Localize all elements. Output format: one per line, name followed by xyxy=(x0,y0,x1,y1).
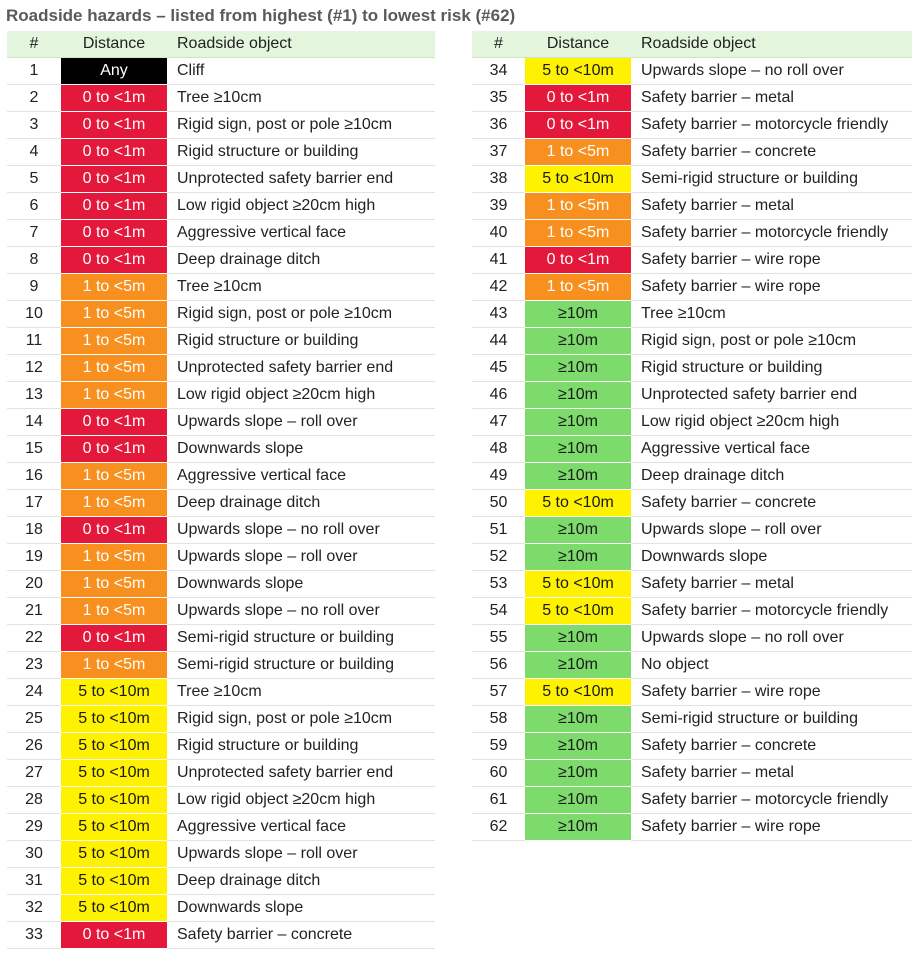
table-row xyxy=(472,436,912,463)
hazard-rank: 24 xyxy=(7,679,61,706)
table-row xyxy=(472,328,912,355)
hazard-rank: 40 xyxy=(472,220,525,247)
table-row xyxy=(7,814,435,841)
hazard-rank: 62 xyxy=(472,814,525,841)
hazard-rank: 32 xyxy=(7,895,61,922)
hazard-rank: 3 xyxy=(7,112,61,139)
roadside-object: Safety barrier – metal xyxy=(631,85,912,112)
hazard-rank: 37 xyxy=(472,139,525,166)
hazard-rank: 4 xyxy=(7,139,61,166)
roadside-object: Tree ≥10cm xyxy=(167,85,435,112)
hazard-rank: 12 xyxy=(7,355,61,382)
distance-badge: 5 to <10m xyxy=(525,571,631,598)
roadside-object: Downwards slope xyxy=(167,436,435,463)
table-row xyxy=(7,706,435,733)
distance-badge: 5 to <10m xyxy=(525,598,631,625)
table-row xyxy=(7,193,435,220)
distance-badge: 1 to <5m xyxy=(61,571,167,598)
roadside-object: Rigid sign, post or pole ≥10cm xyxy=(631,328,912,355)
hazard-rank: 29 xyxy=(7,814,61,841)
table-row xyxy=(7,841,435,868)
distance-badge: 1 to <5m xyxy=(525,220,631,247)
hazards-table-right xyxy=(472,31,912,841)
table-row xyxy=(7,868,435,895)
roadside-object: Safety barrier – concrete xyxy=(631,139,912,166)
distance-badge: 5 to <10m xyxy=(61,841,167,868)
hazard-rank: 13 xyxy=(7,382,61,409)
roadside-object: Deep drainage ditch xyxy=(167,490,435,517)
hazard-rank: 42 xyxy=(472,274,525,301)
table-row xyxy=(472,733,912,760)
distance-badge: ≥10m xyxy=(525,706,631,733)
roadside-object: Cliff xyxy=(167,58,435,85)
hazard-rank: 55 xyxy=(472,625,525,652)
hazard-rank: 50 xyxy=(472,490,525,517)
roadside-object: Safety barrier – concrete xyxy=(167,922,435,949)
roadside-object: Safety barrier – concrete xyxy=(631,733,912,760)
header-rank: # xyxy=(7,31,61,58)
table-row xyxy=(7,490,435,517)
table-row xyxy=(7,58,435,85)
hazard-rank: 20 xyxy=(7,571,61,598)
roadside-object: Low rigid object ≥20cm high xyxy=(167,382,435,409)
distance-badge: ≥10m xyxy=(525,382,631,409)
distance-badge: ≥10m xyxy=(525,733,631,760)
hazard-rank: 57 xyxy=(472,679,525,706)
table-row xyxy=(7,436,435,463)
hazard-rank: 23 xyxy=(7,652,61,679)
roadside-object: No object xyxy=(631,652,912,679)
distance-badge: ≥10m xyxy=(525,544,631,571)
table-row xyxy=(472,193,912,220)
distance-badge: ≥10m xyxy=(525,625,631,652)
hazard-rank: 47 xyxy=(472,409,525,436)
hazard-rank: 17 xyxy=(7,490,61,517)
hazards-table-left xyxy=(7,31,435,949)
roadside-object: Semi-rigid structure or building xyxy=(167,652,435,679)
roadside-object: Aggressive vertical face xyxy=(631,436,912,463)
hazard-rank: 6 xyxy=(7,193,61,220)
distance-badge: 0 to <1m xyxy=(525,112,631,139)
roadside-object: Safety barrier – motorcycle friendly xyxy=(631,112,912,139)
hazard-rank: 46 xyxy=(472,382,525,409)
roadside-object: Aggressive vertical face xyxy=(167,814,435,841)
table-row xyxy=(472,409,912,436)
roadside-object: Safety barrier – motorcycle friendly xyxy=(631,220,912,247)
distance-badge: 1 to <5m xyxy=(61,490,167,517)
distance-badge: 0 to <1m xyxy=(61,436,167,463)
table-row xyxy=(7,85,435,112)
roadside-object: Unprotected safety barrier end xyxy=(167,355,435,382)
hazard-rank: 34 xyxy=(472,58,525,85)
roadside-object: Semi-rigid structure or building xyxy=(631,166,912,193)
distance-badge: 0 to <1m xyxy=(61,625,167,652)
distance-badge: ≥10m xyxy=(525,301,631,328)
table-row xyxy=(472,706,912,733)
distance-badge: ≥10m xyxy=(525,355,631,382)
roadside-object: Safety barrier – wire rope xyxy=(631,814,912,841)
hazard-rank: 30 xyxy=(7,841,61,868)
distance-badge: 5 to <10m xyxy=(525,58,631,85)
hazard-rank: 1 xyxy=(7,58,61,85)
table-row xyxy=(7,625,435,652)
roadside-object: Rigid sign, post or pole ≥10cm xyxy=(167,112,435,139)
roadside-object: Low rigid object ≥20cm high xyxy=(631,409,912,436)
roadside-object: Upwards slope – roll over xyxy=(167,409,435,436)
distance-badge: 1 to <5m xyxy=(61,463,167,490)
distance-badge: ≥10m xyxy=(525,328,631,355)
distance-badge: 5 to <10m xyxy=(61,787,167,814)
distance-badge: 5 to <10m xyxy=(61,868,167,895)
hazard-rank: 25 xyxy=(7,706,61,733)
distance-badge: 5 to <10m xyxy=(525,166,631,193)
distance-badge: 1 to <5m xyxy=(61,274,167,301)
header-roadside-object: Roadside object xyxy=(631,31,912,58)
distance-badge: 5 to <10m xyxy=(61,895,167,922)
distance-badge: 1 to <5m xyxy=(61,328,167,355)
table-row xyxy=(472,139,912,166)
distance-badge: 1 to <5m xyxy=(525,193,631,220)
roadside-object: Aggressive vertical face xyxy=(167,463,435,490)
distance-badge: 0 to <1m xyxy=(61,85,167,112)
hazard-rank: 5 xyxy=(7,166,61,193)
table-row xyxy=(7,409,435,436)
hazard-rank: 27 xyxy=(7,760,61,787)
distance-badge: 1 to <5m xyxy=(61,301,167,328)
hazard-rank: 8 xyxy=(7,247,61,274)
hazard-rank: 39 xyxy=(472,193,525,220)
distance-badge: 5 to <10m xyxy=(525,679,631,706)
hazard-rank: 2 xyxy=(7,85,61,112)
hazard-rank: 54 xyxy=(472,598,525,625)
hazard-rank: 33 xyxy=(7,922,61,949)
hazard-rank: 19 xyxy=(7,544,61,571)
table-row xyxy=(472,490,912,517)
roadside-object: Tree ≥10cm xyxy=(167,679,435,706)
distance-badge: 5 to <10m xyxy=(61,814,167,841)
table-row xyxy=(472,112,912,139)
table-row xyxy=(7,922,435,949)
table-row xyxy=(472,652,912,679)
hazard-rank: 36 xyxy=(472,112,525,139)
roadside-object: Unprotected safety barrier end xyxy=(167,760,435,787)
distance-badge: 1 to <5m xyxy=(61,355,167,382)
table-row xyxy=(472,760,912,787)
table-row xyxy=(472,85,912,112)
table-row xyxy=(7,166,435,193)
table-row xyxy=(7,301,435,328)
roadside-object: Upwards slope – roll over xyxy=(631,517,912,544)
roadside-object: Semi-rigid structure or building xyxy=(167,625,435,652)
roadside-object: Semi-rigid structure or building xyxy=(631,706,912,733)
hazard-rank: 18 xyxy=(7,517,61,544)
table-row xyxy=(7,787,435,814)
roadside-object: Safety barrier – motorcycle friendly xyxy=(631,598,912,625)
hazard-rank: 9 xyxy=(7,274,61,301)
table-row xyxy=(472,463,912,490)
distance-badge: 1 to <5m xyxy=(525,139,631,166)
roadside-object: Rigid structure or building xyxy=(167,139,435,166)
hazard-rank: 11 xyxy=(7,328,61,355)
table-header-row xyxy=(7,31,435,58)
header-rank: # xyxy=(472,31,525,58)
roadside-object: Downwards slope xyxy=(631,544,912,571)
hazard-rank: 7 xyxy=(7,220,61,247)
distance-badge: 1 to <5m xyxy=(61,382,167,409)
roadside-object: Rigid sign, post or pole ≥10cm xyxy=(167,301,435,328)
hazard-rank: 58 xyxy=(472,706,525,733)
table-row xyxy=(7,652,435,679)
distance-badge: ≥10m xyxy=(525,814,631,841)
distance-badge: ≥10m xyxy=(525,409,631,436)
roadside-object: Safety barrier – concrete xyxy=(631,490,912,517)
table-row xyxy=(7,355,435,382)
distance-badge: 0 to <1m xyxy=(61,139,167,166)
roadside-object: Upwards slope – no roll over xyxy=(631,625,912,652)
roadside-object: Unprotected safety barrier end xyxy=(631,382,912,409)
table-row xyxy=(472,58,912,85)
hazard-rank: 31 xyxy=(7,868,61,895)
hazard-rank: 35 xyxy=(472,85,525,112)
hazard-rank: 59 xyxy=(472,733,525,760)
distance-badge: 0 to <1m xyxy=(61,247,167,274)
distance-badge: 1 to <5m xyxy=(61,652,167,679)
roadside-object: Safety barrier – wire rope xyxy=(631,247,912,274)
roadside-object: Upwards slope – roll over xyxy=(167,544,435,571)
hazard-rank: 51 xyxy=(472,517,525,544)
hazard-rank: 21 xyxy=(7,598,61,625)
table-row xyxy=(7,382,435,409)
distance-badge: 5 to <10m xyxy=(61,679,167,706)
table-row xyxy=(7,733,435,760)
distance-badge: 0 to <1m xyxy=(61,517,167,544)
distance-badge: ≥10m xyxy=(525,517,631,544)
distance-badge: 5 to <10m xyxy=(61,760,167,787)
hazard-rank: 43 xyxy=(472,301,525,328)
table-row xyxy=(7,679,435,706)
table-row xyxy=(472,679,912,706)
distance-badge: 1 to <5m xyxy=(61,598,167,625)
table-row xyxy=(472,814,912,841)
roadside-object: Safety barrier – wire rope xyxy=(631,274,912,301)
roadside-object: Tree ≥10cm xyxy=(631,301,912,328)
table-row xyxy=(472,166,912,193)
table-row xyxy=(472,598,912,625)
table-row xyxy=(472,382,912,409)
distance-badge: 0 to <1m xyxy=(61,166,167,193)
roadside-object: Deep drainage ditch xyxy=(631,463,912,490)
hazard-rank: 16 xyxy=(7,463,61,490)
table-row xyxy=(472,625,912,652)
roadside-object: Downwards slope xyxy=(167,571,435,598)
hazard-rank: 38 xyxy=(472,166,525,193)
roadside-object: Safety barrier – motorcycle friendly xyxy=(631,787,912,814)
hazard-rank: 49 xyxy=(472,463,525,490)
table-row xyxy=(7,328,435,355)
hazard-rank: 60 xyxy=(472,760,525,787)
distance-badge: 1 to <5m xyxy=(61,544,167,571)
table-row xyxy=(472,220,912,247)
table-row xyxy=(7,139,435,166)
hazards-table-right-body xyxy=(472,58,912,841)
roadside-object: Upwards slope – roll over xyxy=(167,841,435,868)
hazard-rank: 53 xyxy=(472,571,525,598)
table-row xyxy=(7,112,435,139)
distance-badge: 5 to <10m xyxy=(61,733,167,760)
table-row xyxy=(7,247,435,274)
distance-badge: 0 to <1m xyxy=(525,85,631,112)
table-row xyxy=(7,760,435,787)
table-row xyxy=(7,544,435,571)
roadside-object: Safety barrier – metal xyxy=(631,571,912,598)
distance-badge: ≥10m xyxy=(525,463,631,490)
table-row xyxy=(472,571,912,598)
hazard-rank: 14 xyxy=(7,409,61,436)
table-row xyxy=(472,787,912,814)
distance-badge: ≥10m xyxy=(525,760,631,787)
table-row xyxy=(7,274,435,301)
distance-badge: 0 to <1m xyxy=(61,922,167,949)
roadside-object: Low rigid object ≥20cm high xyxy=(167,193,435,220)
hazard-rank: 28 xyxy=(7,787,61,814)
hazard-rank: 56 xyxy=(472,652,525,679)
roadside-object: Rigid structure or building xyxy=(167,733,435,760)
distance-badge: ≥10m xyxy=(525,436,631,463)
roadside-object: Unprotected safety barrier end xyxy=(167,166,435,193)
distance-badge: 0 to <1m xyxy=(61,220,167,247)
distance-badge: 0 to <1m xyxy=(61,112,167,139)
table-row xyxy=(7,571,435,598)
distance-badge: 5 to <10m xyxy=(525,490,631,517)
roadside-object: Tree ≥10cm xyxy=(167,274,435,301)
roadside-object: Rigid structure or building xyxy=(167,328,435,355)
hazard-rank: 48 xyxy=(472,436,525,463)
table-row xyxy=(7,517,435,544)
table-row xyxy=(7,220,435,247)
roadside-object: Upwards slope – no roll over xyxy=(167,598,435,625)
distance-badge: 5 to <10m xyxy=(61,706,167,733)
hazard-rank: 61 xyxy=(472,787,525,814)
roadside-object: Rigid sign, post or pole ≥10cm xyxy=(167,706,435,733)
distance-badge: 1 to <5m xyxy=(525,274,631,301)
distance-badge: ≥10m xyxy=(525,787,631,814)
roadside-object: Deep drainage ditch xyxy=(167,868,435,895)
distance-badge: Any xyxy=(61,58,167,85)
hazard-rank: 22 xyxy=(7,625,61,652)
table-row xyxy=(7,598,435,625)
table-row xyxy=(472,544,912,571)
roadside-object: Safety barrier – metal xyxy=(631,193,912,220)
hazard-rank: 26 xyxy=(7,733,61,760)
table-header-row xyxy=(472,31,912,58)
page-title: Roadside hazards – listed from highest (#1) to lowest risk (#62) xyxy=(6,6,516,25)
table-row xyxy=(472,274,912,301)
distance-badge: 0 to <1m xyxy=(61,409,167,436)
roadside-object: Rigid structure or building xyxy=(631,355,912,382)
hazard-rank: 45 xyxy=(472,355,525,382)
table-row xyxy=(472,517,912,544)
header-distance: Distance xyxy=(525,31,631,58)
table-row xyxy=(472,301,912,328)
table-row xyxy=(472,247,912,274)
hazard-rank: 10 xyxy=(7,301,61,328)
roadside-object: Safety barrier – metal xyxy=(631,760,912,787)
distance-badge: 0 to <1m xyxy=(61,193,167,220)
distance-badge: ≥10m xyxy=(525,652,631,679)
hazard-rank: 44 xyxy=(472,328,525,355)
hazard-rank: 15 xyxy=(7,436,61,463)
header-distance: Distance xyxy=(61,31,167,58)
roadside-object: Aggressive vertical face xyxy=(167,220,435,247)
distance-badge: 0 to <1m xyxy=(525,247,631,274)
hazard-rank: 52 xyxy=(472,544,525,571)
roadside-object: Deep drainage ditch xyxy=(167,247,435,274)
hazard-rank: 41 xyxy=(472,247,525,274)
table-row xyxy=(7,895,435,922)
roadside-object: Upwards slope – no roll over xyxy=(631,58,912,85)
table-row xyxy=(7,463,435,490)
hazards-table-left-body xyxy=(7,58,435,949)
table-row xyxy=(472,355,912,382)
header-roadside-object: Roadside object xyxy=(167,31,435,58)
roadside-object: Low rigid object ≥20cm high xyxy=(167,787,435,814)
roadside-object: Downwards slope xyxy=(167,895,435,922)
roadside-object: Upwards slope – no roll over xyxy=(167,517,435,544)
roadside-object: Safety barrier – wire rope xyxy=(631,679,912,706)
